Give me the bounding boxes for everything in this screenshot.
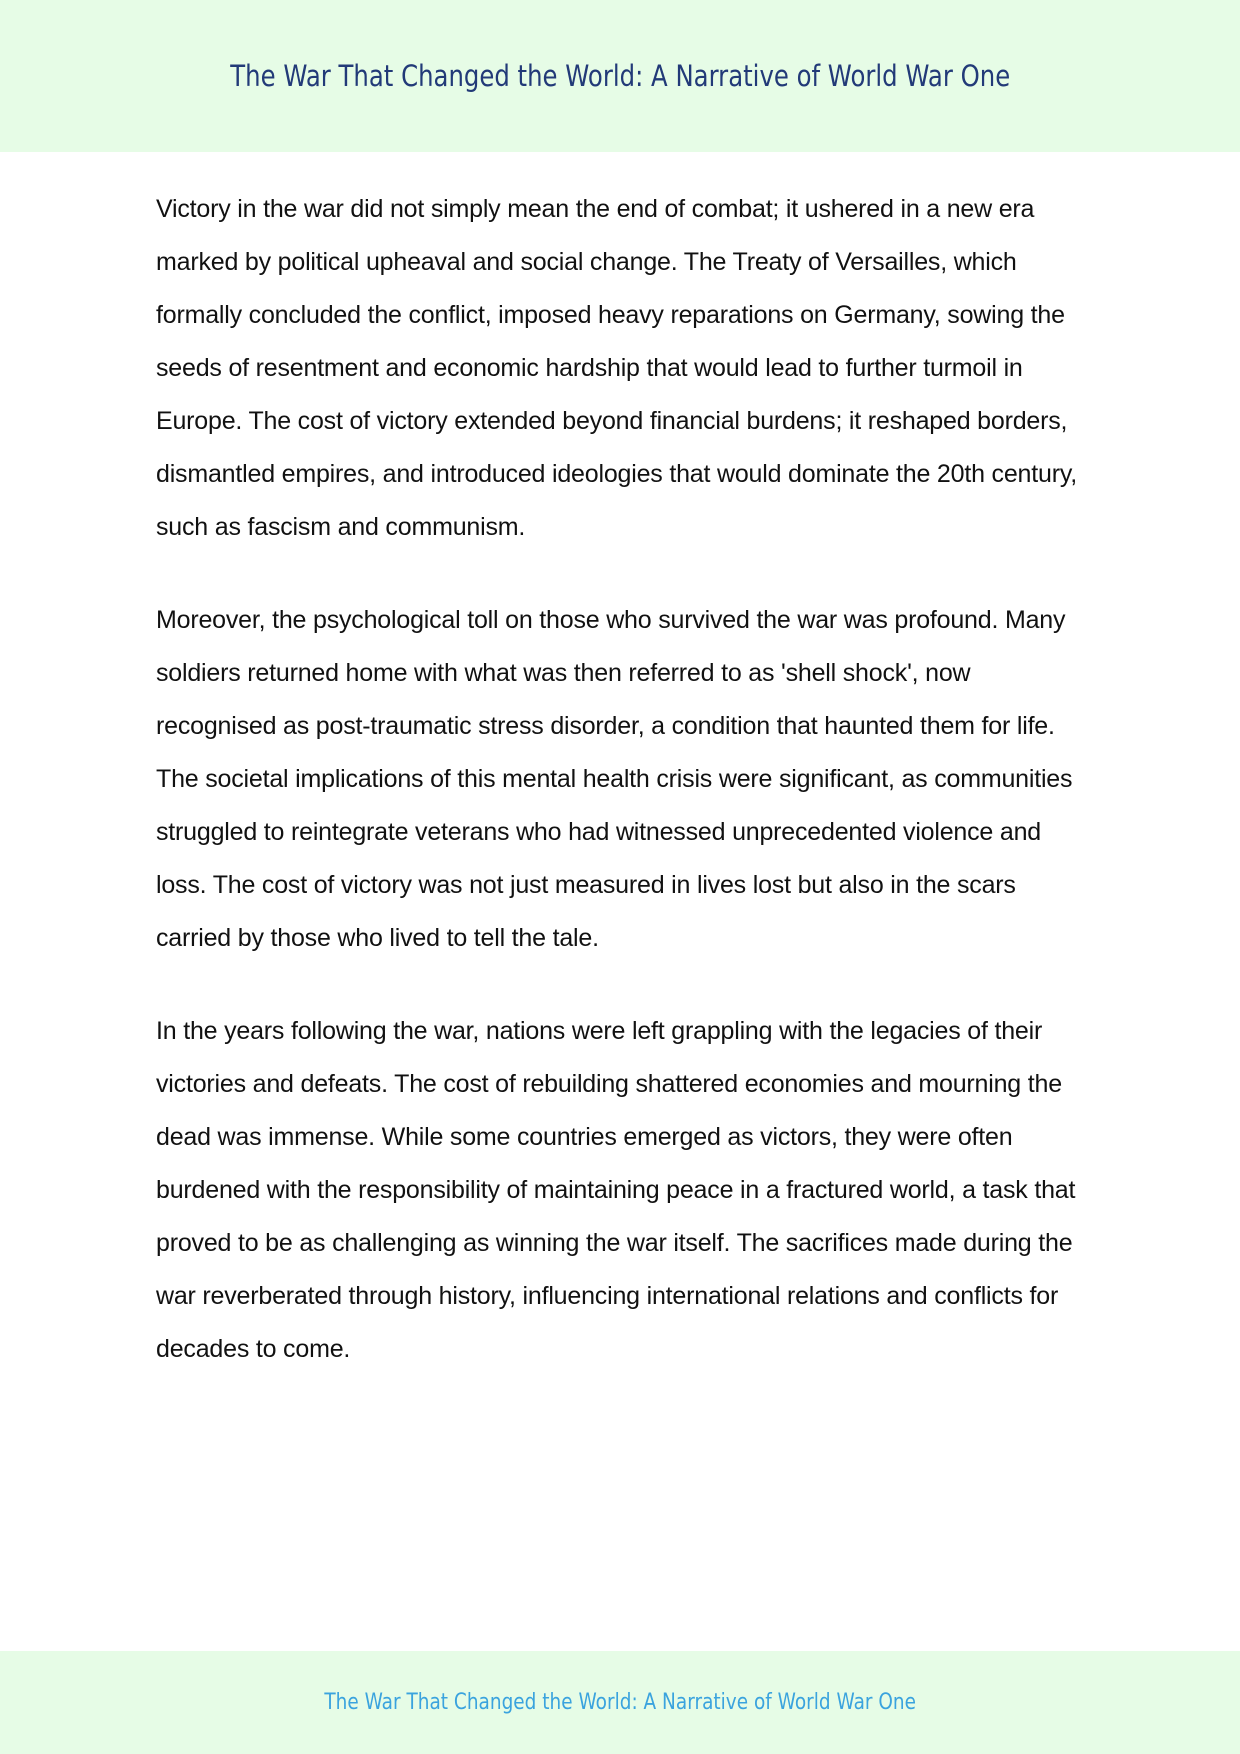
page-footer [0,1651,1240,1754]
footer-title: The War That Changed the World: A Narrative of World War One [324,1690,916,1715]
main-content [156,183,1086,1416]
paragraph-3: In the years following the war, nations were left grappling with the legacies of their victories and defeats. The cost of rebuilding shattered economies and mourning the dead was immense. While some countries emerged as victors, they were often burdened with the responsibility of maintaining peace in a fractured world, a task that proved to be as challenging as winning the war itself. The sacrifices made during the war reverberated through history, influencing international relations and conflicts for decades to come. [156,1017,1076,1363]
paragraph-2: Moreover, the psychological toll on those who survived the war was profound. Many soldiers returned home with what was then referred to as 'shell shock', now recognised as post-traumatic stress disorder, a condition that haunted them for life. The societal implications of this mental health crisis were significant, as communities struggled to reintegrate veterans who had witnessed unprecedented violence and loss. The cost of victory was not just measured in lives lost but also in the scars carried by those who lived to tell the tale. [156,606,1073,952]
page-title: The War That Changed the World: A Narrative of World War One [230,59,1010,93]
page-header [0,0,1240,152]
paragraph-1: Victory in the war did not simply mean the end of combat; it ushered in a new era marked by political upheaval and social change. The Treaty of Versailles, which formally concluded the conflict, imposed heavy reparations on Germany, sowing the seeds of resentment and economic hardship that would lead to further turmoil in Europe. The cost of victory extended beyond financial burdens; it reshaped borders, dismantled empires, and introduced ideologies that would dominate the 20th century, such as fascism and communism. [156,195,1078,541]
